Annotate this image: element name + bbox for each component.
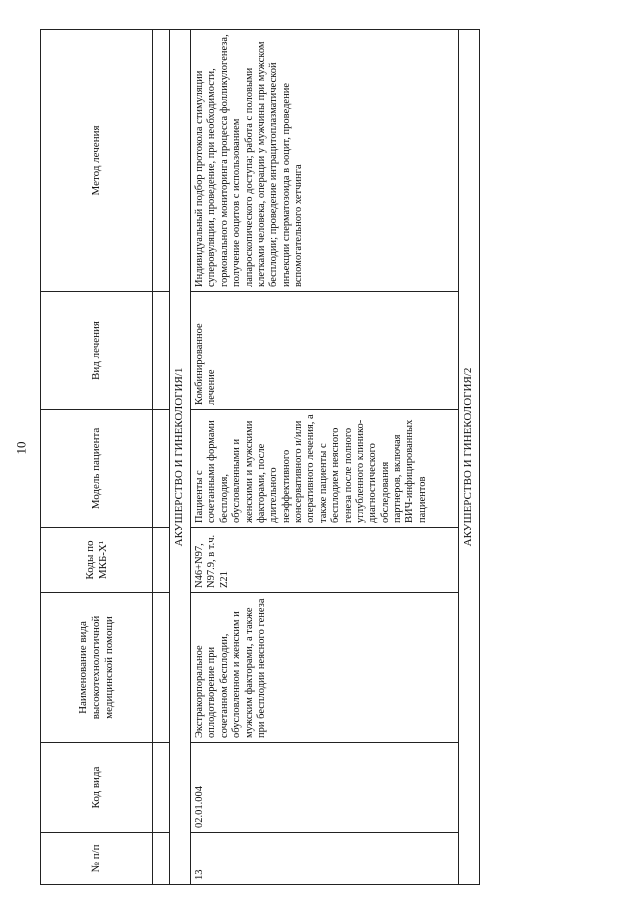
cell-num: 13 xyxy=(191,833,459,885)
header-type: Вид лечения xyxy=(41,292,153,410)
section-row-2 xyxy=(459,30,480,885)
section-title-1: АКУШЕРСТВО И ГИНЕКОЛОГИЯ/1 xyxy=(170,30,191,885)
table-row xyxy=(191,30,459,885)
header-method: Метод лечения xyxy=(41,30,153,292)
page-number: 10 xyxy=(13,441,29,455)
section-title-2: АКУШЕРСТВО И ГИНЕКОЛОГИЯ/2 xyxy=(459,30,480,885)
cell-model: Пациенты с сочетанными формами бесплодия, обусловленными и женскими и мужскими факторами, после длительного неэффективного консервативного и/или оперативного лечения, а также пациенты с бесплодием неясного генеза после полного углубленного клинико-диагностического обследования партнеров, включая ВИЧ-инфицированных пациентов xyxy=(191,410,459,528)
treatment-table xyxy=(40,29,480,885)
cell-method: Индивидуальный подбор протокола стимуляции суперовуляции, проведение, при необходимости, гормонального мониторинга процесса фолликулогенеза, получение ооцитов с использованием лапароскопического доступа; работа с половыми клетками человека, операции у мужчины при мужском бесплодии; проведение интрацитоплазматической инъекции сперматозоида в ооцит, проведение вспомогательного хетчинга xyxy=(191,30,459,292)
cell-type: Комбинированное лечение xyxy=(191,292,459,410)
spacer-row xyxy=(153,30,170,885)
header-code: Код вида xyxy=(41,743,153,833)
cell-icd: N46+N97, N97.9, в т.ч. Z21 xyxy=(191,528,459,593)
header-icd: Коды по МКБ-Х¹ xyxy=(41,528,153,593)
header-model: Модель пациента xyxy=(41,410,153,528)
section-row-1 xyxy=(170,30,191,885)
rotated-table-container xyxy=(40,30,480,885)
header-row xyxy=(41,30,153,885)
header-name: Наименование вида высокотехнологичной медицинской помощи xyxy=(41,593,153,743)
cell-name: Экстракорпоральное оплодотворение при сочетанном бесплодии, обусловленном и женским и мужским факторами, а также при бесплодии неясного генеза xyxy=(191,593,459,743)
cell-code: 02.01.004 xyxy=(191,743,459,833)
header-num: № п/п xyxy=(41,833,153,885)
